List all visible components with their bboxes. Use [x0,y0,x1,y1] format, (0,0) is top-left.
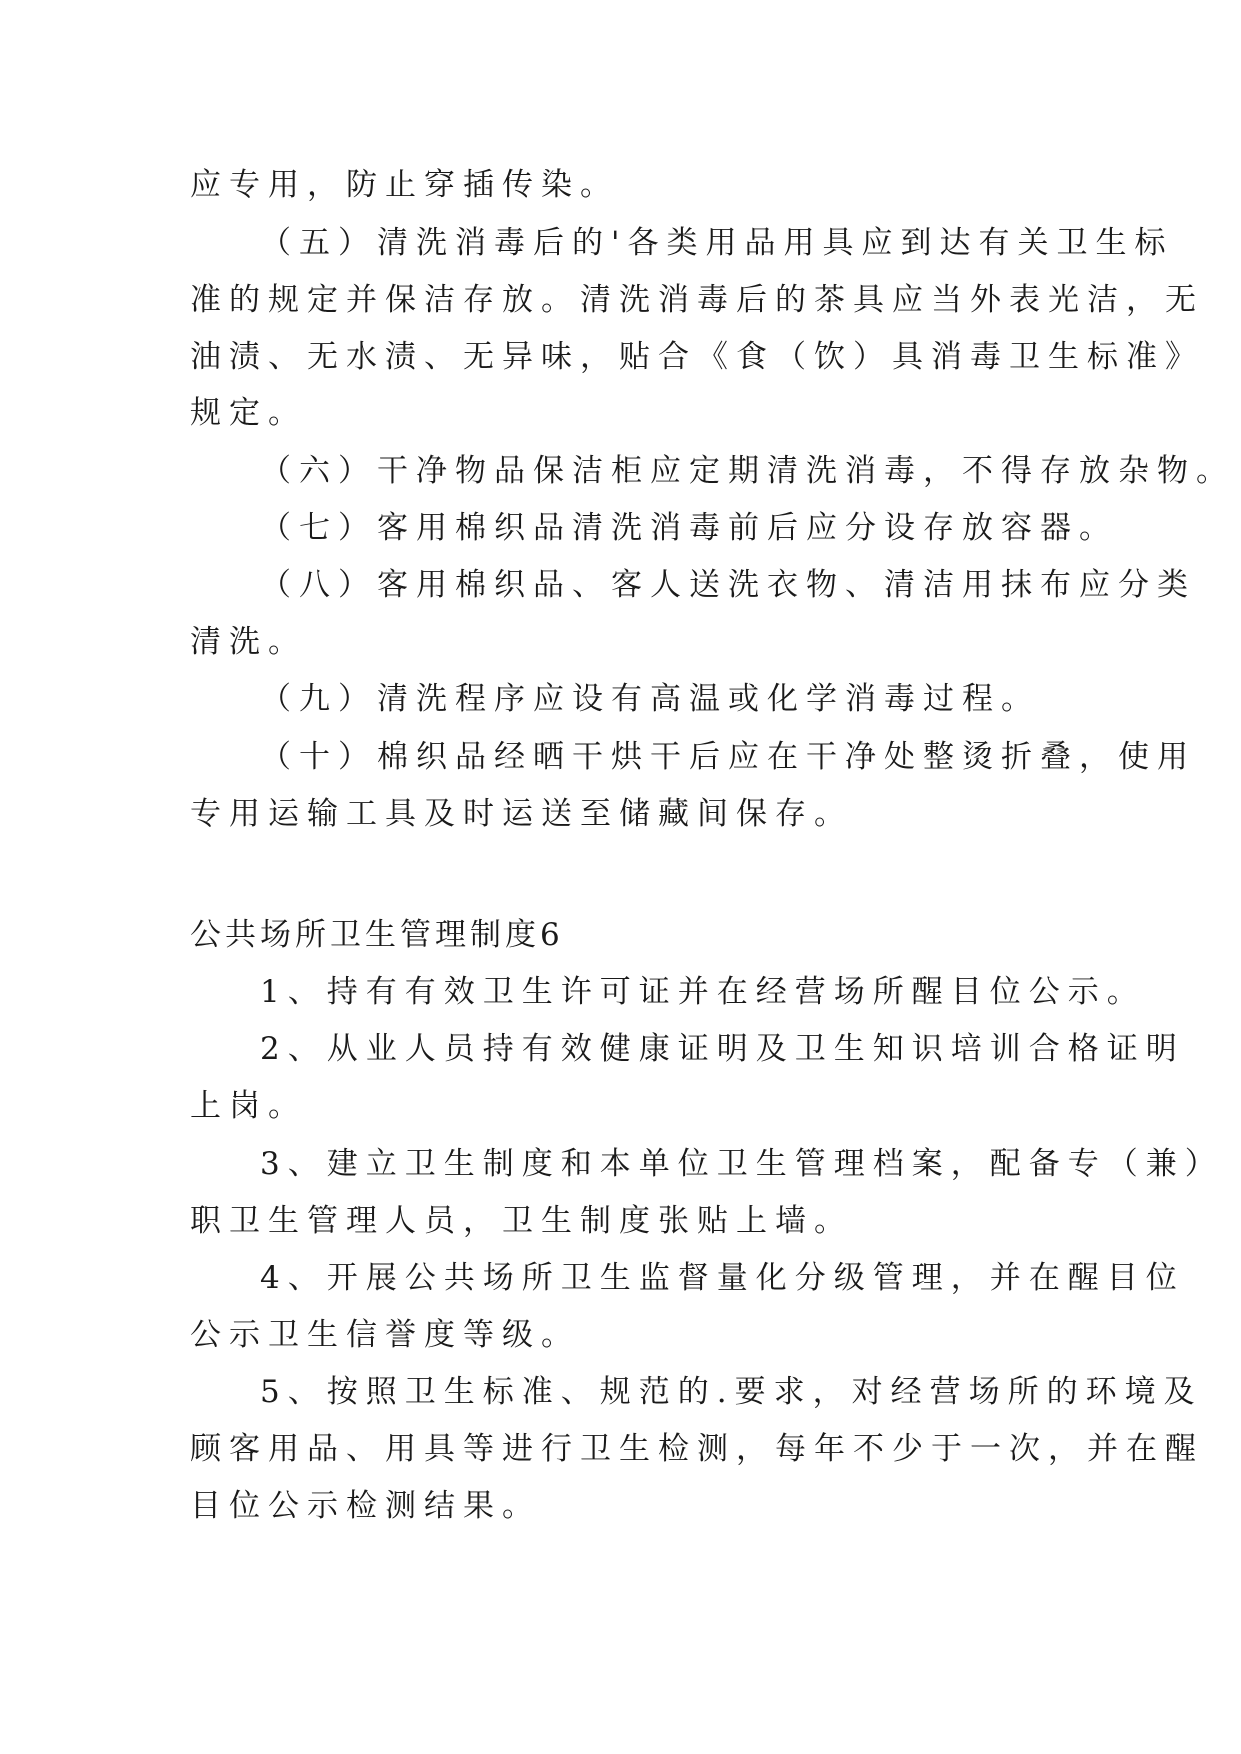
text-line: 4、开展公共场所卫生监督量化分级管理，并在醒目位 [260,1260,1185,1296]
text-line: 3、建立卫生制度和本单位卫生管理档案，配备专（兼） [260,1146,1224,1182]
text-line: 应专用，防止穿插传染。 [190,167,619,203]
text-line: 2、从业人员持有效健康证明及卫生知识培训合格证明 [260,1031,1185,1067]
text-line: 专用运输工具及时运送至储藏间保存。 [190,796,853,832]
text-line: 职卫生管理人员，卫生制度张贴上墙。 [190,1203,853,1239]
text-line: （五）清洗消毒后的'各类用品用具应到达有关卫生标 [260,225,1174,261]
text-line: （七）客用棉织品清洗消毒前后应分设存放容器。 [260,510,1118,546]
text-line: 公示卫生信誉度等级。 [190,1317,580,1353]
text-line: 目位公示检测结果。 [190,1488,541,1524]
text-line: （十）棉织品经晒干烘干后应在干净处整烫折叠，使用 [260,739,1196,775]
text-line: 5、按照卫生标准、规范的.要求，对经营场所的环境及 [260,1374,1203,1410]
section-heading: 公共场所卫生管理制度6 [190,917,564,953]
text-line: 上岗。 [190,1088,307,1124]
text-line: （九）清洗程序应设有高温或化学消毒过程。 [260,681,1040,717]
text-line: （八）客用棉织品、客人送洗衣物、清洁用抹布应分类 [260,567,1196,603]
text-line: 准的规定并保洁存放。清洗消毒后的茶具应当外表光洁，无 [190,282,1204,318]
text-line: 1、持有有效卫生许可证并在经营场所醒目位公示。 [260,974,1146,1010]
text-line: 清洗。 [190,624,307,660]
text-line: 油渍、无水渍、无异味，贴合《食（饮）具消毒卫生标准》 [190,339,1204,375]
text-line: 规定。 [190,395,307,431]
text-line: 顾客用品、用具等进行卫生检测，每年不少于一次，并在醒 [190,1431,1204,1467]
text-line: （六）干净物品保洁柜应定期清洗消毒，不得存放杂物。 [260,453,1235,489]
